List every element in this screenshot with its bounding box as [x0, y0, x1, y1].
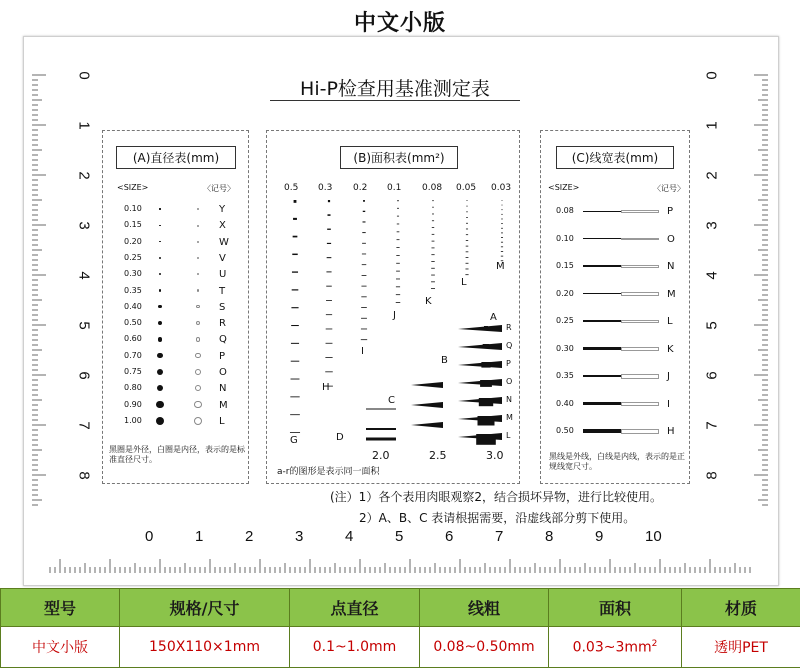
line-width-code: K: [667, 344, 674, 355]
area-right-code: N: [506, 395, 512, 404]
area-shape: [501, 233, 503, 234]
scale-number: 5: [395, 528, 403, 545]
area-shape: [362, 254, 366, 255]
spec-value-material: 透明PET: [682, 627, 800, 668]
area-shape: [431, 281, 435, 282]
area-shape: [328, 200, 330, 202]
area-shape: [432, 207, 434, 208]
line-width-code: H: [667, 426, 675, 437]
spec-header-model: 型号: [1, 589, 120, 627]
bottom-ruler: [40, 545, 760, 575]
line-width-size: 0.10: [556, 234, 574, 243]
area-wedge: [458, 343, 502, 350]
diameter-size: 0.60: [124, 334, 142, 343]
diameter-size: 0.10: [124, 204, 142, 213]
line-width-size: 0.50: [556, 426, 574, 435]
panel-c-note: 黑线是外线，白线是内线，表示的是正规线宽尺寸。: [549, 452, 687, 472]
area-shape: [361, 307, 367, 308]
area-shape: [363, 211, 365, 212]
spec-value-row: [1, 627, 800, 668]
panel-c-code-label: 〈记号〉: [653, 183, 685, 194]
area-shape: [397, 224, 399, 225]
line-width-black: [583, 375, 621, 377]
area-wedge: [458, 325, 502, 332]
area-shape: [362, 243, 366, 244]
area-shape: [502, 205, 503, 206]
area-shape: [290, 414, 300, 415]
area-group-letter: B: [441, 355, 448, 366]
line-width-white: [621, 265, 659, 268]
panel-b-graphics: [266, 180, 518, 460]
diameter-code: W: [219, 237, 229, 248]
area-shape: [501, 223, 503, 224]
area-right-code: M: [506, 413, 513, 422]
diameter-size: 0.40: [124, 302, 142, 311]
scale-number: 6: [445, 528, 453, 545]
scale-number: 5: [76, 321, 93, 329]
area-block: [480, 380, 492, 387]
panel-a-note: 黑圈是外径，白圈是内径，表示的是标准直径尺寸。: [109, 445, 245, 465]
diameter-size: 0.80: [124, 383, 142, 392]
scale-number: 0: [704, 71, 721, 79]
area-shape: [326, 343, 333, 344]
area-shape: [501, 219, 502, 220]
area-shape: [466, 246, 469, 247]
diameter-dot: [159, 225, 160, 226]
scale-number: 6: [704, 371, 721, 379]
area-shape: [431, 268, 435, 269]
area-block: [476, 434, 496, 445]
area-shape: [466, 234, 468, 235]
spec-value-size: 150X110×1mm: [120, 627, 290, 668]
area-shape: [362, 264, 367, 265]
area-shape: [362, 232, 365, 233]
line-width-black: [583, 429, 621, 433]
scale-number: 4: [704, 271, 721, 279]
area-shape: [361, 318, 367, 319]
line-width-code: O: [667, 234, 675, 245]
line-width-black: [583, 320, 621, 322]
area-shape: [326, 286, 332, 287]
note-line-1: (注）1）各个表用肉眼观察2，结合损坏异物，进行比较使用。: [330, 488, 662, 505]
area-column-label: 0.2: [353, 183, 367, 193]
area-block: [478, 416, 495, 426]
line-width-code: I: [667, 399, 670, 410]
area-shape: [292, 289, 299, 290]
line-width-black: [583, 402, 621, 405]
spec-value-line: 0.08~0.50mm: [420, 627, 549, 668]
area-shape: [396, 302, 401, 303]
diameter-size: 0.75: [124, 367, 142, 376]
area-right-code: P: [506, 359, 511, 368]
area-group-letter: M: [496, 261, 505, 272]
line-width-white: [621, 210, 659, 213]
line-width-size: 0.30: [556, 344, 574, 353]
area-shape: [292, 271, 298, 272]
area-shape: [361, 339, 367, 340]
area-bottom-label: 3.0: [486, 449, 504, 462]
area-shape: [466, 206, 467, 207]
area-shape: [466, 217, 468, 218]
line-width-black: [583, 211, 621, 212]
diameter-size: 0.50: [124, 318, 142, 327]
area-shape: [432, 227, 434, 228]
area-shape: [431, 254, 434, 255]
line-width-black: [583, 347, 621, 349]
diameter-size: 0.30: [124, 269, 142, 278]
diameter-code: N: [219, 383, 226, 394]
area-shape: [432, 220, 434, 221]
area-group-letter: J: [393, 310, 396, 321]
area-shape: [432, 241, 435, 242]
area-wedge: [411, 402, 443, 408]
area-shape: [466, 240, 468, 241]
scale-number: 7: [495, 528, 503, 545]
area-shape: [396, 247, 399, 248]
line-width-size: 0.25: [556, 316, 574, 325]
spec-header-size: 规格/尺寸: [120, 589, 290, 627]
scale-number: 4: [345, 528, 353, 545]
area-shape: [326, 300, 332, 301]
diameter-ring: [195, 369, 201, 375]
area-shape: [291, 379, 300, 380]
diameter-dot: [157, 369, 163, 375]
spec-value-area-text: 0.03~3mm: [573, 639, 652, 655]
diameter-size: 0.25: [124, 253, 142, 262]
area-shape: [465, 274, 468, 275]
scale-number: 2: [704, 171, 721, 179]
area-wedge: [411, 382, 443, 388]
area-wedge: [458, 361, 502, 368]
spec-header-line: 线粗: [420, 589, 549, 627]
diameter-ring: [196, 337, 201, 342]
panel-c-size-label: <SIZE>: [548, 183, 579, 192]
area-column-label: 0.05: [456, 183, 476, 193]
diameter-size: 0.35: [124, 286, 142, 295]
area-shape: [327, 214, 330, 216]
area-shape: [502, 200, 503, 201]
diameter-code: S: [219, 302, 225, 313]
diameter-code: T: [219, 286, 225, 297]
diameter-code: V: [219, 253, 226, 264]
area-block: [484, 326, 488, 329]
area-shape: [431, 275, 435, 276]
scale-number: 2: [76, 171, 93, 179]
area-shape: [325, 357, 332, 358]
area-block: [481, 362, 490, 368]
scale-number: 2: [245, 528, 253, 545]
area-shape: [396, 294, 400, 295]
right-ruler: [740, 70, 770, 530]
area-shape: [292, 254, 297, 255]
diameter-code: L: [219, 416, 225, 427]
spec-header-dot: 点直径: [290, 589, 420, 627]
area-right-code: Q: [506, 341, 512, 350]
line-width-white: [621, 429, 659, 435]
line-width-size: 0.15: [556, 261, 574, 270]
area-group-letter: A: [490, 312, 497, 323]
diameter-code: Q: [219, 334, 227, 345]
area-shape: [501, 246, 503, 247]
area-shape: [327, 229, 331, 230]
area-column-label: 0.1: [387, 183, 401, 193]
area-shape: [501, 251, 503, 252]
area-shape: [293, 218, 297, 220]
scale-number: 3: [704, 221, 721, 229]
scale-number: 0: [145, 528, 153, 545]
diameter-dot: [158, 337, 163, 342]
scale-number: 7: [704, 421, 721, 429]
diameter-ring: [194, 401, 201, 408]
diameter-size: 0.15: [124, 220, 142, 229]
area-wedge: [411, 422, 443, 428]
area-wedge: [458, 379, 502, 386]
diameter-dot: [159, 208, 160, 209]
area-shape: [467, 200, 468, 201]
area-shape: [363, 221, 366, 222]
area-group-letter: G: [290, 435, 298, 446]
area-shape: [290, 396, 299, 397]
scale-number: 0: [76, 71, 93, 79]
area-shape: [291, 307, 298, 308]
area-shape: [291, 325, 299, 326]
area-shape: [290, 432, 300, 433]
area-shape: [396, 255, 399, 256]
line-width-size: 0.35: [556, 371, 574, 380]
diameter-dot: [156, 401, 163, 408]
area-shape: [361, 286, 366, 287]
line-width-size: 0.08: [556, 206, 574, 215]
line-width-black: [583, 238, 621, 239]
scale-number: 1: [704, 121, 721, 129]
area-shape: [363, 200, 365, 202]
area-shape: [431, 261, 434, 262]
line-width-code: J: [667, 371, 670, 382]
spec-value-area: [549, 627, 682, 668]
area-bottom-label: 2.0: [372, 449, 390, 462]
area-shape: [325, 371, 333, 372]
diameter-code: U: [219, 269, 226, 280]
area-shape: [397, 231, 400, 232]
diameter-size: 0.90: [124, 400, 142, 409]
diameter-size: 0.20: [124, 237, 142, 246]
note-line-2: 2）A、B、C 表请根据需要，沿虚线部分剪下使用。: [359, 509, 635, 526]
scale-number: 3: [295, 528, 303, 545]
panel-c-title: (C)线宽表(mm): [556, 146, 674, 169]
area-bottom-label: 2.5: [429, 449, 447, 462]
area-shape: [501, 237, 503, 238]
line-width-black: [583, 265, 621, 266]
area-shape: [397, 200, 398, 201]
line-width-white: [621, 374, 659, 378]
scale-number: 1: [76, 121, 93, 129]
area-right-code: O: [506, 377, 512, 386]
area-shape: [501, 228, 503, 229]
scale-number: 8: [545, 528, 553, 545]
panel-b-note: a-r的图形是表示同一面积: [277, 464, 379, 477]
diameter-ring: [194, 417, 202, 425]
area-shape: [397, 216, 399, 217]
area-group-letter: I: [361, 346, 364, 357]
panel-a-size-label: <SIZE>: [117, 183, 148, 192]
area-shape: [291, 361, 300, 362]
line-width-code: N: [667, 261, 674, 272]
area-shape: [397, 208, 399, 209]
scale-number: 10: [645, 528, 662, 545]
area-shape: [466, 223, 468, 224]
diameter-code: P: [219, 351, 225, 362]
area-shape: [466, 251, 469, 252]
area-shape: [361, 329, 367, 330]
area-column-label: 0.3: [318, 183, 332, 193]
panel-a-code-label: 〈记号〉: [203, 183, 235, 194]
area-shape: [396, 286, 400, 287]
spec-value-model: 中文小版: [1, 627, 120, 668]
area-shape: [432, 234, 435, 235]
area-shape: [361, 296, 366, 297]
panel-a-title: (A)直径表(mm): [116, 146, 236, 169]
area-block: [483, 344, 490, 348]
area-right-code: R: [506, 323, 512, 332]
diameter-code: X: [219, 220, 226, 231]
card-title: Hi-P检查用基准测定表: [270, 74, 520, 101]
scale-number: 5: [704, 321, 721, 329]
area-shape: [432, 200, 433, 201]
spec-table: [0, 588, 800, 668]
scale-number: 4: [76, 271, 93, 279]
line-width-code: L: [667, 316, 673, 327]
area-group-letter: K: [425, 296, 432, 307]
scale-number: 6: [76, 371, 93, 379]
line-width-white: [621, 292, 659, 295]
line-width-code: M: [667, 289, 676, 300]
spec-value-dot: 0.1~1.0mm: [290, 627, 420, 668]
diameter-code: Y: [219, 204, 225, 215]
line-width-code: P: [667, 206, 673, 217]
area-shape: [432, 214, 434, 215]
area-shape: [396, 263, 400, 264]
line-width-white: [621, 238, 659, 241]
area-shape: [326, 314, 332, 315]
spec-header-row: [1, 589, 800, 627]
diameter-code: M: [219, 400, 228, 411]
diameter-size: 0.70: [124, 351, 142, 360]
area-right-code: L: [506, 431, 510, 440]
diameter-size: 1.00: [124, 416, 142, 425]
line-width-white: [621, 402, 659, 407]
area-shape: [466, 257, 469, 258]
line-width-black: [583, 293, 621, 294]
area-shape: [327, 243, 331, 244]
area-column-label: 0.03: [491, 183, 511, 193]
area-shape: [397, 239, 400, 240]
area-shape: [293, 236, 298, 238]
area-group-letter: D: [336, 432, 344, 443]
area-shape: [396, 271, 400, 272]
scale-number: 1: [195, 528, 203, 545]
area-shape: [396, 279, 400, 280]
area-shape: [501, 256, 503, 257]
area-group-letter: C: [388, 395, 395, 406]
page-title: 中文小版: [0, 6, 800, 37]
area-group-letter: H: [322, 382, 330, 393]
scale-number: 3: [76, 221, 93, 229]
area-shape: [466, 211, 467, 212]
area-shape: [501, 214, 502, 215]
diameter-dot: [159, 257, 161, 259]
scale-number: 8: [76, 471, 93, 479]
diameter-code: O: [219, 367, 227, 378]
area-shape: [362, 275, 367, 276]
area-shape: [326, 271, 331, 272]
panel-b-title: (B)面积表(mm²): [340, 146, 458, 169]
area-shape: [327, 257, 332, 258]
diameter-code: R: [219, 318, 226, 329]
area-shape: [326, 329, 333, 330]
area-shape: [431, 288, 435, 289]
area-column-label: 0.5: [284, 183, 298, 193]
title-underline: [270, 100, 520, 101]
area-shape: [501, 209, 502, 210]
area-shape: [465, 269, 468, 270]
area-shape: [294, 200, 297, 203]
line-width-size: 0.20: [556, 289, 574, 298]
area-group-letter: L: [461, 277, 467, 288]
scale-number: 9: [595, 528, 603, 545]
line-width-size: 0.40: [556, 399, 574, 408]
diameter-ring: [197, 257, 199, 259]
spec-header-material: 材质: [682, 589, 800, 627]
spec-header-area: 面积: [549, 589, 682, 627]
spec-value-area-sup: 2: [652, 639, 658, 649]
line-width-white: [621, 347, 659, 351]
diameter-dot: [156, 417, 164, 425]
area-column-label: 0.08: [422, 183, 442, 193]
area-shape: [501, 242, 503, 243]
area-shape: [466, 263, 469, 264]
area-shape: [466, 229, 468, 230]
scale-number: 8: [704, 471, 721, 479]
left-ruler: [30, 70, 60, 530]
area-shape: [291, 343, 299, 344]
line-width-white: [621, 320, 659, 324]
area-block: [479, 398, 493, 406]
area-shape: [431, 248, 434, 249]
scale-number: 7: [76, 421, 93, 429]
